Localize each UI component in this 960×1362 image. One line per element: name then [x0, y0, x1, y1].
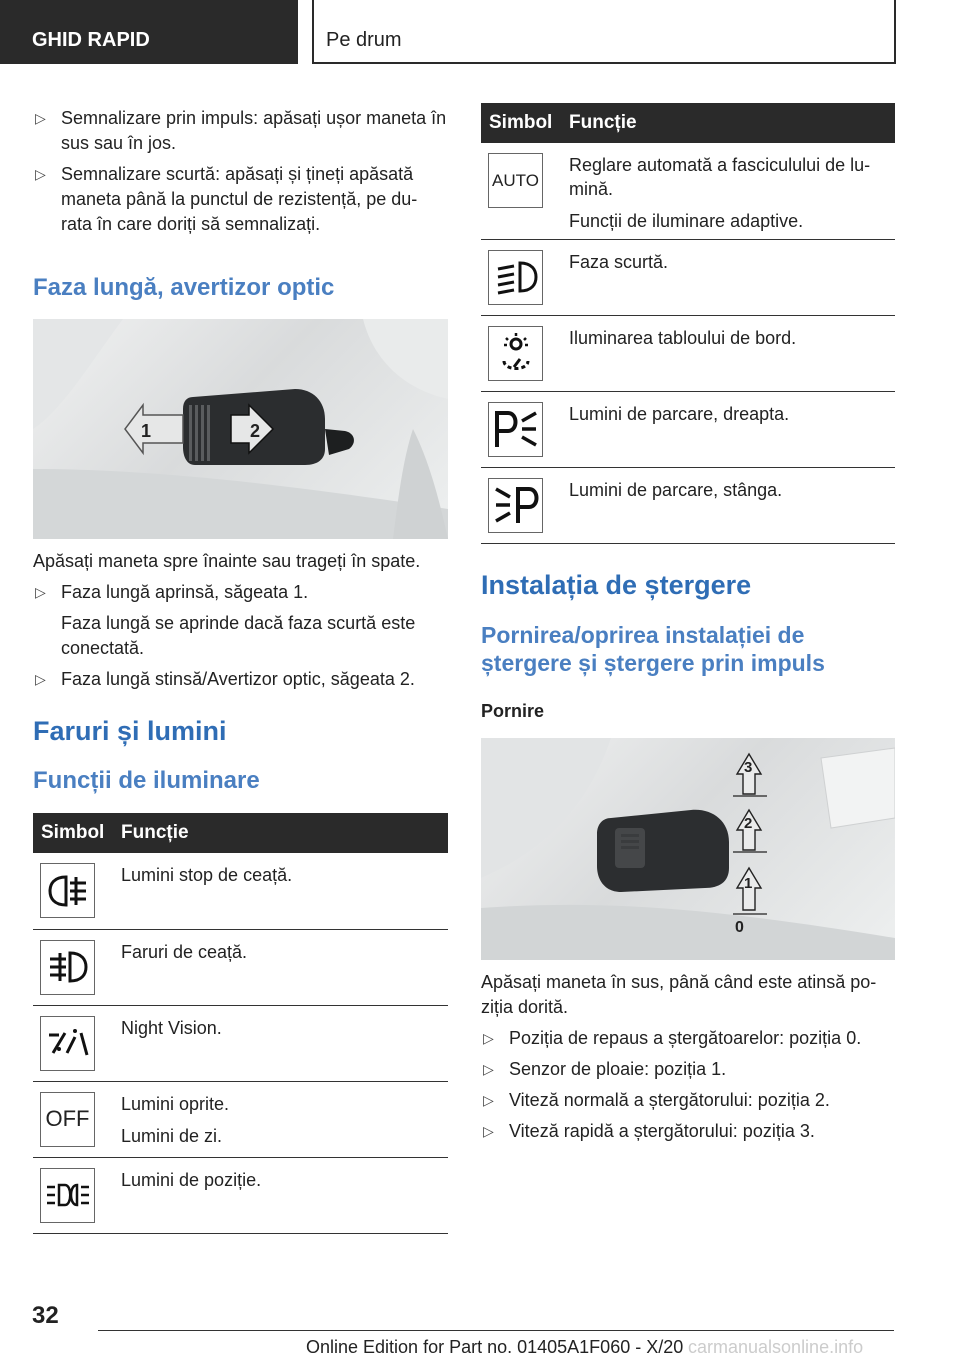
figure2-label-3: 3 — [744, 758, 753, 776]
table-cell-text: Faruri de ceață. — [121, 941, 248, 962]
turn-signal-bullets — [33, 106, 448, 237]
table-header-function: Funcție — [113, 813, 448, 853]
table-header-symbol: Simbol — [33, 813, 113, 853]
heading-high-beam: Faza lungă, avertizor optic — [33, 274, 335, 301]
footer-edition: Online Edition for Part no. 01405A1F060 - X/20 — [306, 1337, 684, 1357]
table-row — [481, 467, 895, 543]
table-row — [33, 1157, 448, 1233]
heading-lights: Faruri și lumini — [33, 716, 227, 746]
list-item: ▷ Senzor de ploaie: poziția 1. — [481, 1057, 895, 1082]
table-row — [33, 853, 448, 929]
figure1-label-1: 1 — [141, 421, 152, 441]
table-cell-text: Lumini de poziție. — [121, 1169, 262, 1190]
left-column — [33, 100, 448, 1234]
list-item: ▷ Faza lungă stinsă/Avertizor optic, săgeata 2. — [33, 667, 448, 692]
table-cell-text: Lumini de parcare, stânga. — [569, 479, 783, 500]
heading-start: Pornire — [481, 700, 545, 721]
page-number: 32 — [32, 1302, 59, 1329]
high-beam-stalk-image — [33, 319, 448, 539]
auto-icon: AUTO — [488, 153, 543, 208]
table-cell-text: Night Vision. — [121, 1017, 222, 1038]
header-section-tab — [0, 0, 298, 64]
list-item: ▷ Viteză normală a ștergătorului: poziția 2. — [481, 1088, 895, 1113]
table-row — [481, 143, 895, 239]
table-cell-text: Reglare automată a fasciculului de lu-mină. — [569, 155, 871, 199]
bullet-triangle-icon: ▷ — [35, 110, 46, 126]
off-icon: OFF — [40, 1092, 95, 1147]
bullet-triangle-icon: ▷ — [483, 1122, 494, 1139]
heading-wipers-on-off: Pornirea/oprirea instalației de ștergere și ștergere prin impuls — [481, 621, 825, 676]
lighting-symbols-table-left — [33, 813, 448, 1234]
watermark: carmanualsonline.info — [688, 1337, 864, 1357]
bullet-triangle-icon: ▷ — [35, 584, 46, 600]
instrument-lighting-icon — [488, 326, 543, 381]
bullet-triangle-icon: ▷ — [35, 671, 46, 687]
heading-wipers: Instalația de ștergere — [481, 569, 752, 600]
figure1-label-2: 2 — [250, 421, 261, 441]
heading-lighting-functions: Funcții de iluminare — [33, 767, 260, 794]
table-row — [481, 391, 895, 467]
figure2-label-2: 2 — [744, 814, 753, 832]
low-beam-icon — [488, 250, 543, 305]
table-cell-text: Lumini stop de ceață. — [121, 865, 293, 885]
table-header-symbol: Simbol — [481, 103, 561, 143]
footer-divider — [98, 1330, 894, 1331]
position-lights-icon — [40, 1168, 95, 1223]
bullet-triangle-icon: ▷ — [483, 1029, 494, 1046]
table-row — [33, 929, 448, 1005]
right-column — [481, 103, 895, 1150]
table-cell-text: Faza scurtă. — [569, 251, 669, 272]
table-header-function: Funcție — [561, 103, 895, 143]
header-chapter-label: Pe drum — [326, 29, 402, 51]
figure2-caption: Apăsați maneta în sus, până când este atinsă po-ziția dorită. — [481, 971, 877, 1017]
table-row — [33, 1081, 448, 1157]
figure1-caption: Apăsați maneta spre înainte sau trageți în spate. — [33, 551, 421, 571]
figure2-label-0: 0 — [735, 918, 744, 936]
list-item: ▷ Faza lungă aprinsă, săgeata 1. — [33, 580, 448, 605]
wiper-stalk-image — [481, 738, 895, 960]
table-row — [33, 1005, 448, 1081]
lighting-symbols-table-right — [481, 103, 895, 544]
list-item: ▷ Viteză rapidă a ștergătorului: poziția 3. — [481, 1119, 895, 1144]
wiper-bullets — [481, 1026, 895, 1144]
table-row — [481, 239, 895, 315]
bullet-triangle-icon: ▷ — [35, 166, 46, 182]
list-item: ▷ Poziția de repaus a ștergătoarelor: poziția 0. — [481, 1026, 895, 1051]
table-cell-text: Iluminarea tabloului de bord. — [569, 327, 797, 348]
header-chapter-tab — [312, 0, 896, 64]
night-vision-icon — [40, 1016, 95, 1071]
stalk-illustration — [33, 319, 448, 539]
header-section-label: GHID RAPID — [32, 29, 150, 51]
table-cell-text: Lumini de zi. — [121, 1125, 223, 1146]
parking-light-right-icon — [488, 402, 543, 457]
parking-light-left-icon — [488, 478, 543, 533]
high-beam-bullets — [33, 580, 448, 692]
high-beam-note: Faza lungă se aprinde dacă faza scurtă este conectată. — [61, 613, 416, 658]
front-fog-light-icon — [40, 940, 95, 995]
table-cell-text: Lumini oprite. — [121, 1093, 230, 1114]
bullet-triangle-icon: ▷ — [483, 1091, 494, 1108]
table-cell-text: Funcții de iluminare adaptive. — [569, 211, 804, 231]
bullet-triangle-icon: ▷ — [483, 1060, 494, 1077]
rear-fog-light-icon — [40, 863, 95, 918]
figure2-label-1: 1 — [744, 874, 753, 892]
list-item: ▷ Semnalizare prin impuls: apăsați ușor maneta în sus sau în jos. — [35, 108, 447, 153]
list-item: ▷ Semnalizare scurtă: apăsați și țineți apăsată maneta până la punctul de rezistență, pe du-rata în care doriți să semnalizați. — [35, 164, 418, 234]
wiper-illustration — [481, 738, 895, 960]
table-cell-text: Lumini de parcare, dreapta. — [569, 403, 790, 424]
table-row — [481, 315, 895, 391]
